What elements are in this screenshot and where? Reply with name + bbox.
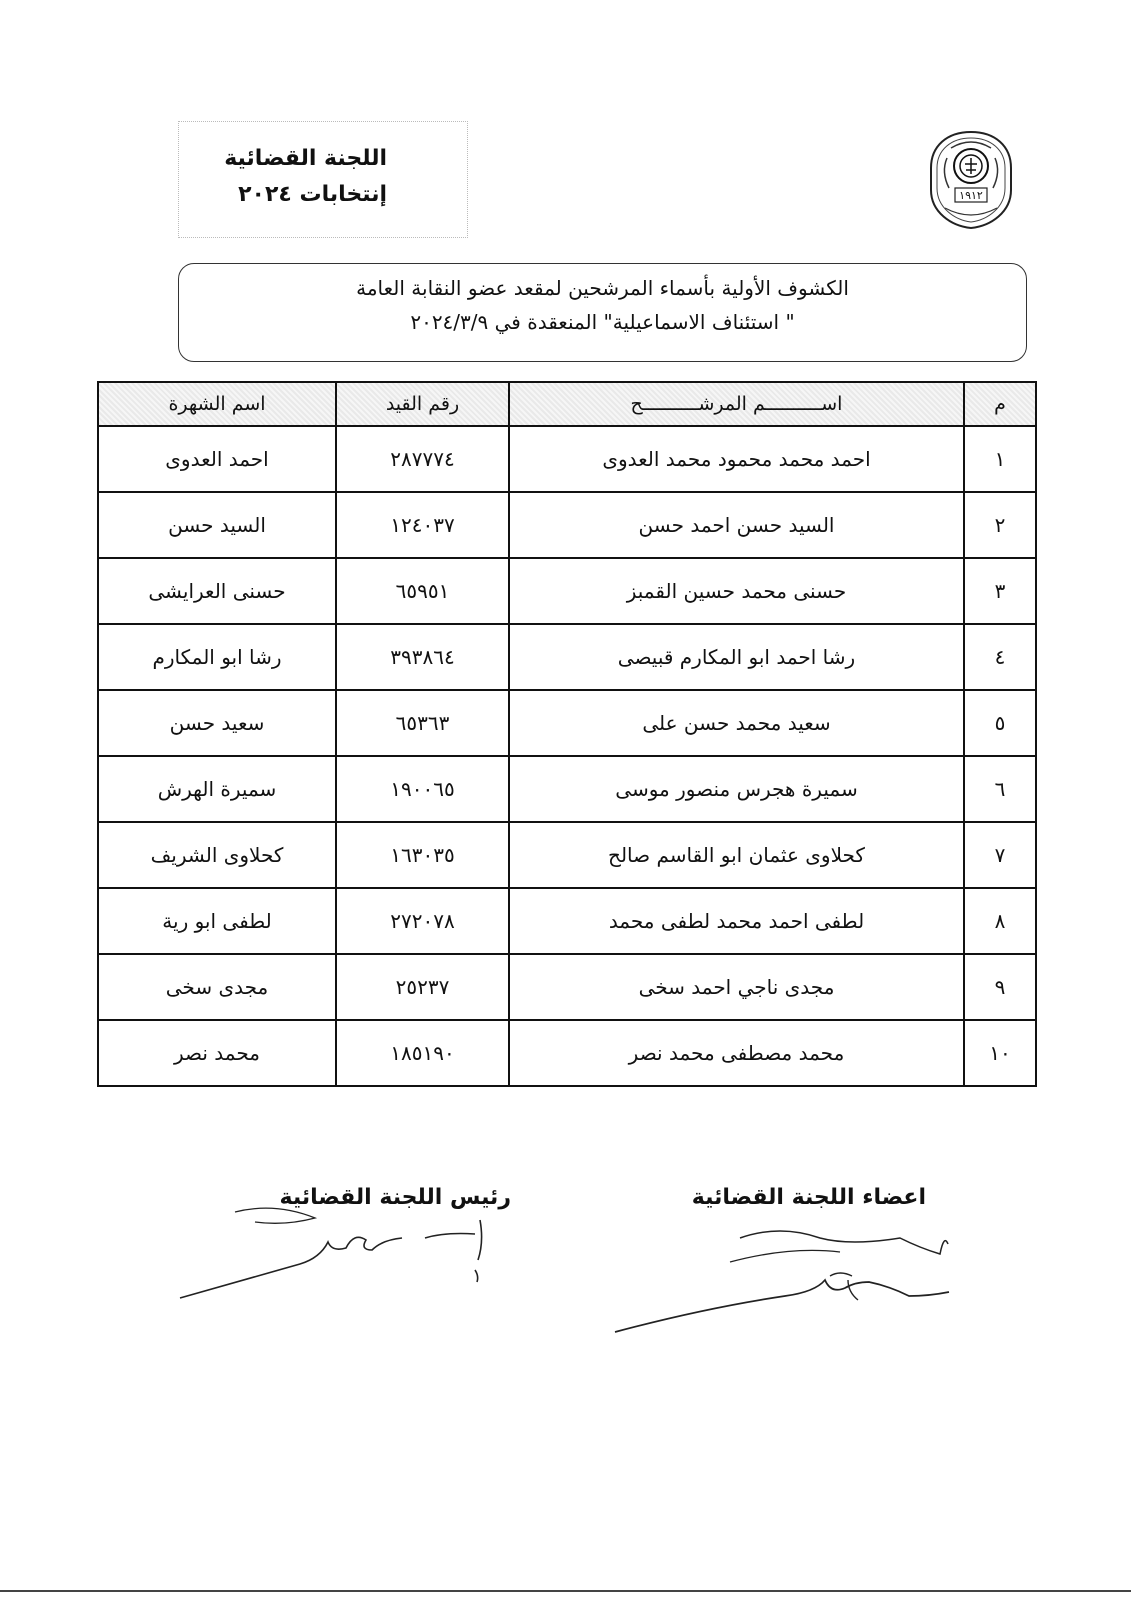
cell-candidate-name: سعيد محمد حسن على [509,690,964,756]
table-row [98,1020,1036,1086]
cell-candidate-name: احمد محمد محمود محمد العدوى [509,426,964,492]
table-header-row [98,382,1036,426]
header-registration: رقم القيد [336,382,509,426]
cell-fame-name: سميرة الهرش [98,756,336,822]
committee-header [178,121,468,238]
cell-index: ٨ [964,888,1036,954]
cell-registration: ١٢٤٠٣٧ [336,492,509,558]
table-row [98,426,1036,492]
committee-name: اللجنة القضائية [224,146,387,171]
cell-fame-name: محمد نصر [98,1020,336,1086]
bottom-rule [0,1590,1131,1592]
cell-candidate-name: لطفى احمد محمد لطفى محمد [509,888,964,954]
cell-registration: ٦٥٣٦٣ [336,690,509,756]
cell-index: ٤ [964,624,1036,690]
cell-index: ٦ [964,756,1036,822]
cell-candidate-name: مجدى ناجي احمد سخى [509,954,964,1020]
cell-candidate-name: سميرة هجرس منصور موسى [509,756,964,822]
cell-candidate-name: السيد حسن احمد حسن [509,492,964,558]
members-signature-title: اعضاء اللجنة القضائية [691,1185,926,1210]
table-row [98,822,1036,888]
table-row [98,954,1036,1020]
cell-fame-name: السيد حسن [98,492,336,558]
table-row [98,558,1036,624]
cell-candidate-name: كحلاوى عثمان ابو القاسم صالح [509,822,964,888]
cell-index: ٥ [964,690,1036,756]
members-signatures [610,1220,990,1340]
cell-candidate-name: رشا احمد ابو المكارم قبيصى [509,624,964,690]
cell-fame-name: كحلاوى الشريف [98,822,336,888]
cell-index: ١٠ [964,1020,1036,1086]
chair-signature [175,1200,515,1310]
cell-fame-name: مجدى سخى [98,954,336,1020]
seal-year: ١٩١٢ [959,189,983,202]
cell-registration: ٦٥٩٥١ [336,558,509,624]
cell-candidate-name: محمد مصطفى محمد نصر [509,1020,964,1086]
syndicate-seal-icon [925,128,1017,230]
cell-registration: ٣٩٣٨٦٤ [336,624,509,690]
table-row [98,492,1036,558]
header-index: م [964,382,1036,426]
cell-fame-name: لطفى ابو رية [98,888,336,954]
document-title-box [178,263,1027,362]
cell-registration: ٢٨٧٧٧٤ [336,426,509,492]
cell-registration: ١٦٣٠٣٥ [336,822,509,888]
table-row [98,756,1036,822]
cell-registration: ١٨٥١٩٠ [336,1020,509,1086]
cell-index: ٢ [964,492,1036,558]
document-subtitle: " استئناف الاسماعيلية" المنعقدة في ٢٠٢٤/٣/٩ [410,310,795,334]
cell-index: ٧ [964,822,1036,888]
document-title: الكشوف الأولية بأسماء المرشحين لمقعد عضو النقابة العامة [356,276,849,300]
cell-registration: ٢٧٢٠٧٨ [336,888,509,954]
cell-index: ٩ [964,954,1036,1020]
cell-registration: ٢٥٢٣٧ [336,954,509,1020]
chair-signature-title: رئيس اللجنة القضائية [279,1185,511,1210]
cell-candidate-name: حسنى محمد حسين القمبز [509,558,964,624]
cell-fame-name: حسنى العرايشى [98,558,336,624]
table-row [98,624,1036,690]
header-fame-name: اسم الشهرة [98,382,336,426]
header-candidate-name: اســــــــــم المرشــــــــــح [509,382,964,426]
cell-registration: ١٩٠٠٦٥ [336,756,509,822]
candidates-table [97,381,1037,1087]
cell-index: ٣ [964,558,1036,624]
cell-fame-name: سعيد حسن [98,690,336,756]
table-row [98,888,1036,954]
cell-index: ١ [964,426,1036,492]
table-row [98,690,1036,756]
cell-fame-name: احمد العدوى [98,426,336,492]
cell-fame-name: رشا ابو المكارم [98,624,336,690]
elections-year: إنتخابات ٢٠٢٤ [238,182,387,207]
